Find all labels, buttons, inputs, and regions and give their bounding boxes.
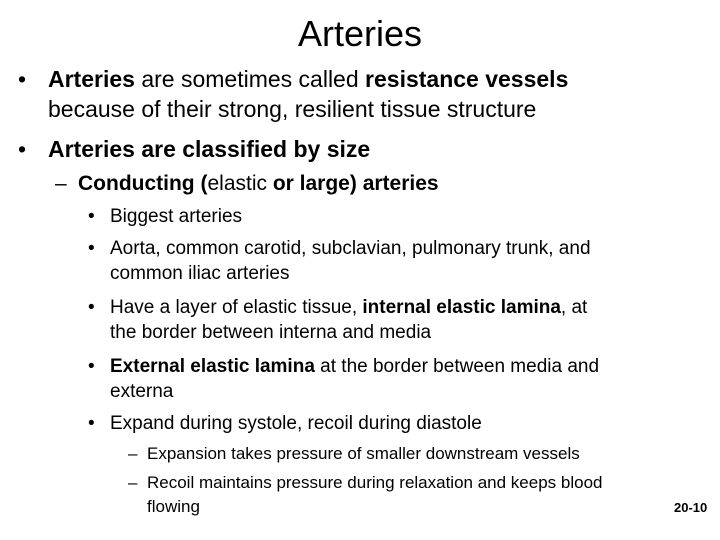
bullet-marker: •	[88, 356, 95, 377]
term-resistance-vessels: resistance vessels	[365, 66, 569, 92]
point-text: , at	[560, 297, 588, 318]
point-external-elastic-lamina	[110, 354, 599, 404]
subpoint-recoil	[147, 471, 603, 519]
bullet-marker: •	[88, 413, 95, 434]
heading-part: Conducting (	[78, 172, 208, 195]
bullet-marker: •	[18, 66, 27, 92]
point-biggest-arteries: Biggest arteries	[110, 206, 243, 227]
point-text: at the border between media and	[314, 356, 600, 377]
bullet-resistance-vessels	[48, 64, 568, 124]
slide-title: Arteries	[297, 13, 423, 54]
bullet-classified-by-size: Arteries are classified by size	[48, 136, 371, 162]
bullet-marker: •	[88, 238, 95, 259]
bullet-marker: •	[18, 136, 27, 162]
dash-marker: –	[128, 473, 138, 492]
bullet-text-continued: because of their strong, resilient tissue structure	[48, 96, 537, 122]
point-line: Aorta, common carotid, subclavian, pulmonary trunk, and	[110, 238, 591, 259]
heading-part: ) arteries	[349, 172, 439, 195]
slide-number: 20-10	[674, 500, 708, 515]
bullet-marker: •	[88, 297, 95, 318]
conducting-arteries-heading	[78, 170, 439, 198]
heading-large: large	[299, 172, 350, 195]
subpoint-line: Recoil maintains pressure during relaxation and keeps blood	[147, 473, 603, 492]
bullet-marker: •	[88, 206, 95, 227]
point-text: Have a layer of elastic tissue,	[110, 297, 363, 318]
dash-marker: –	[128, 444, 138, 463]
heading-part: or	[267, 172, 300, 195]
point-line: common iliac arteries	[110, 263, 290, 284]
point-aorta-list	[110, 236, 591, 286]
heading-elastic: elastic	[207, 172, 267, 195]
subpoint-line: flowing	[147, 497, 200, 516]
dash-marker: –	[55, 172, 67, 195]
term-external-elastic-lamina: External elastic lamina	[110, 356, 315, 377]
subpoint-expansion: Expansion takes pressure of smaller downstream vessels	[147, 444, 580, 463]
point-line: externa	[110, 381, 174, 402]
point-internal-elastic-lamina	[110, 295, 587, 345]
term-arteries: Arteries	[48, 66, 135, 92]
term-internal-elastic-lamina: internal elastic lamina	[362, 297, 561, 318]
point-expand-recoil: Expand during systole, recoil during diastole	[110, 413, 482, 434]
bullet-text: are sometimes called	[134, 66, 366, 92]
point-line: the border between interna and media	[110, 322, 432, 343]
